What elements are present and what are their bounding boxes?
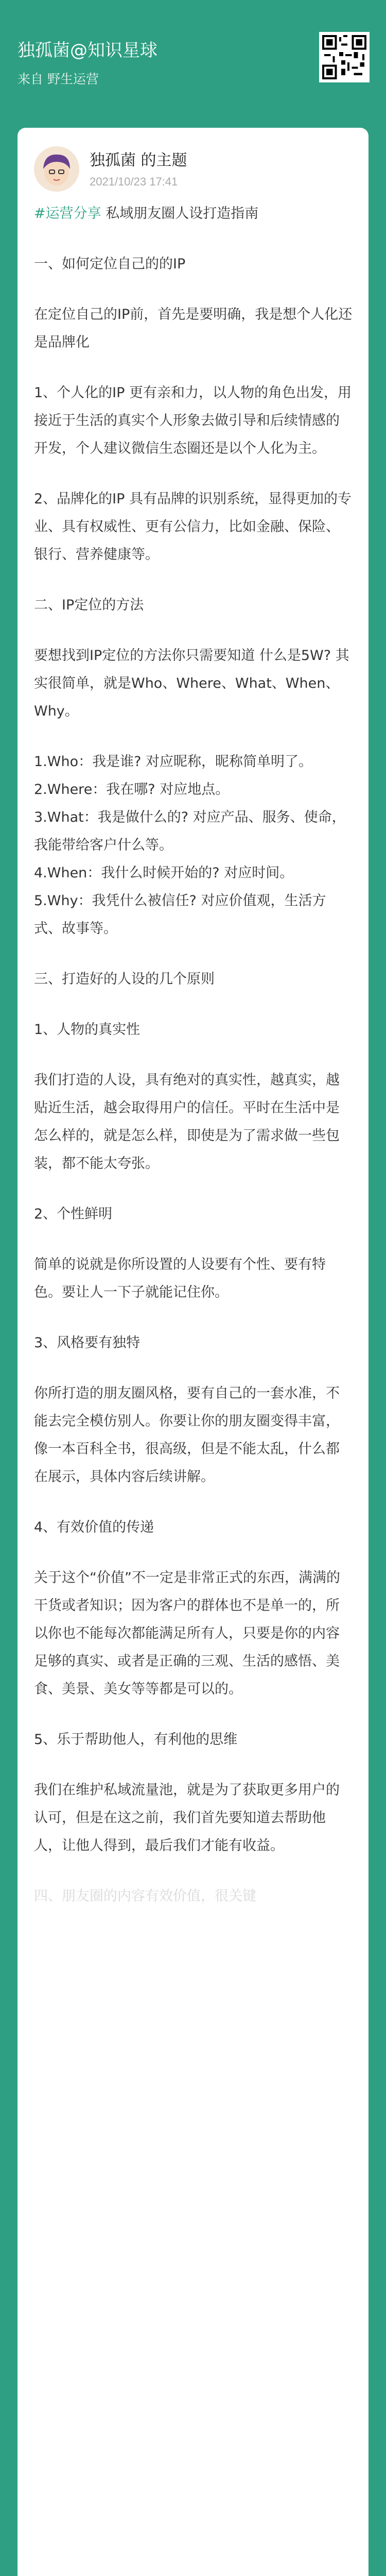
post-paragraph: 三、打造好的人设的几个原则 (34, 971, 215, 987)
post-paragraph: 1.Who：我是谁? 对应昵称，昵称简单明了。 2.Where：我在哪? 对应地点。 3.What：我是做什么的? 对应产品、服务、使命，我能带给客户什么等。 4.When：我什么时候开始的? 对应时间。 5.Why：我凭什么被信任? 对应价值观，生活方式、故事等。 (34, 754, 346, 937)
header-qr-code[interactable] (319, 32, 370, 82)
author-line (90, 147, 187, 170)
header-subtitle[interactable]: 来自 野生运营 (17, 72, 99, 87)
page-header (0, 0, 386, 113)
topic-card (17, 128, 369, 2576)
author-name[interactable]: 独孤菌 (90, 151, 136, 170)
post-paragraph: 要想找到IP定位的方法你只需要知道 什么是5W? 其实很简单，就是Who、Where、What、When、Why。 (34, 648, 349, 719)
post-paragraph: 关于这个“价值”不一定是非常正式的东西，满满的干货或者知识；因为客户的群体也不是单一的，所以你也不能每次都能满足所有人，只要是你的内容足够的真实、或者是正确的三观、生活的感悟、美食、美景、美女等等都是可以的。 (34, 1570, 340, 1697)
hashtag-link[interactable]: #运营分享 (34, 206, 101, 222)
post-paragraph: 3、风格要有独特 (34, 1335, 141, 1351)
post-paragraph: 你所打造的朋友圈风格，要有自己的一套水准，不能去完全模仿别人。你要让你的朋友圈变得丰富，像一本百科全书，很高级，但是不能太乱，什么都在展示，具体内容后续讲解。 (34, 1385, 340, 1485)
author-suffix: 的主题 (136, 151, 187, 170)
post-paragraph: 我们在维护私域流量池，就是为了获取更多用户的认可，但是在这之前，我们首先要知道去帮助他人，让他人得到，最后我们才能有收益。 (34, 1782, 340, 1854)
post-title: 私域朋友圈人设打造指南 (101, 206, 259, 222)
author-avatar[interactable] (34, 146, 79, 192)
post-date: 2021/10/23 17:41 (90, 175, 178, 188)
post-paragraph: 4、有效价值的传递 (34, 1519, 154, 1535)
post-content (34, 200, 353, 1933)
post-title-line (34, 200, 353, 228)
post-paragraph: 2、个性鲜明 (34, 1206, 113, 1222)
post-paragraph: 5、乐于帮助他人，有利他的思维 (34, 1732, 238, 1748)
post-paragraph: 1、个人化的IP 更有亲和力，以人物的角色出发，用接近于生活的真实个人形象去做引导和后续情感的开发，个人建议微信生态圈还是以个人化为主。 (34, 385, 352, 456)
post-paragraph: 一、如何定位自己的的IP (34, 256, 186, 272)
paragraph-list (34, 250, 353, 1860)
post-paragraph: 在定位自己的IP前，首先是要明确，我是想个人化还是品牌化 (34, 307, 353, 350)
post-paragraph: 二、IP定位的方法 (34, 597, 144, 613)
faded-paragraph: 四、朋友圈的内容有效价值，很关键 (34, 1888, 256, 1904)
header-title: 独孤菌@知识星球 (17, 40, 157, 61)
post-paragraph: 我们打造的人设，具有绝对的真实性，越真实，越贴近生活，越会取得用户的信任。平时在生活中是怎么样的，就是怎么样，即使是为了需求做一些包装，都不能太夸张。 (34, 1072, 340, 1172)
post-paragraph: 2、品牌化的IP 具有品牌的识别系统，显得更加的专业、具有权威性、更有公信力，比如金融、保险、银行、营养健康等。 (34, 491, 352, 563)
post-paragraph: 1、人物的真实性 (34, 1022, 141, 1038)
post-paragraph: 简单的说就是你所设置的人设要有个性、要有特色。要让人一下子就能记住你。 (34, 1257, 326, 1300)
